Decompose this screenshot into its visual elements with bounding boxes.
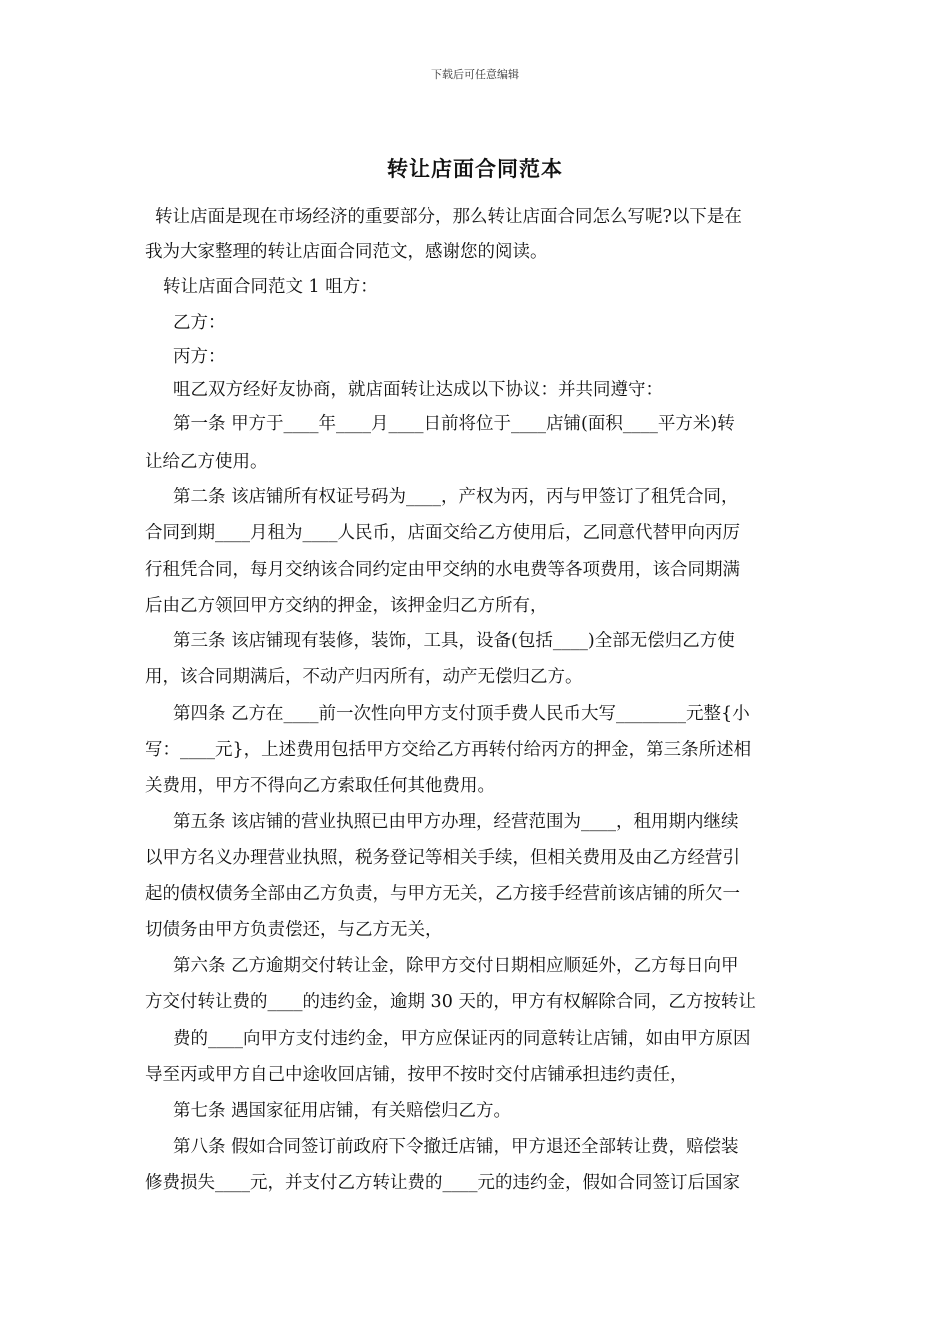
paragraph-line: 第一条 甲方于____年____月____日前将位于____店铺(面积____平方米)转 (173, 414, 735, 434)
paragraph-line: 我为大家整理的转让店面合同范文，感谢您的阅读。 (145, 242, 548, 262)
paragraph-line: 第二条 该店铺所有权证号码为____，产权为丙，丙与甲签订了租凭合同， (173, 487, 739, 507)
paragraph-line: 修费损失____元，并支付乙方转让费的____元的违约金，假如合同签订后国家 (145, 1173, 740, 1193)
paragraph-line: 乙方： (173, 313, 226, 333)
paragraph-line: 行租凭合同，每月交纳该合同约定由甲交纳的水电费等各项费用，该合同期满 (145, 560, 740, 580)
paragraph-line: 丙方： (173, 347, 226, 367)
paragraph-line: 转让店面合同范文 1 咀方： (163, 277, 378, 297)
paragraph-line: 咀乙双方经好友协商，就店面转让达成以下协议：并共同遵守： (173, 380, 663, 400)
paragraph-line: 方交付转让费的____的违约金，逾期 30 天的，甲方有权解除合同，乙方按转让 (145, 992, 756, 1012)
paragraph-line: 起的债权债务全部由乙方负责，与甲方无关，乙方接手经营前该店铺的所欠一 (145, 884, 740, 904)
paragraph-line: 写：____元}，上述费用包括甲方交给乙方再转付给丙方的押金，第三条所述相 (145, 740, 752, 760)
paragraph-line: 第六条 乙方逾期交付转让金，除甲方交付日期相应顺延外，乙方每日向甲 (173, 956, 739, 976)
paragraph-line: 切债务由甲方负责偿还，与乙方无关， (145, 920, 443, 940)
paragraph-line: 导至丙或甲方自己中途收回店铺，按甲不按时交付店铺承担违约责任， (145, 1065, 688, 1085)
paragraph-line: 第五条 该店铺的营业执照已由甲方办理，经营范围为____，租用期内继续 (173, 812, 739, 832)
paragraph-line: 第八条 假如合同签订前政府下令撤迁店铺，甲方退还全部转让费，赔偿装 (173, 1137, 739, 1157)
document-title: 转让店面合同范本 (387, 157, 563, 181)
paragraph-line: 后由乙方领回甲方交纳的押金，该押金归乙方所有， (145, 596, 548, 616)
paragraph-line: 第三条 该店铺现有装修，装饰，工具，设备(包括____)全部无偿归乙方使 (173, 631, 735, 651)
paragraph-line: 以甲方名义办理营业执照，税务登记等相关手续，但相关费用及由乙方经营引 (145, 848, 740, 868)
paragraph-line: 用，该合同期满后，不动产归丙所有，动产无偿归乙方。 (145, 667, 583, 687)
paragraph-line: 合同到期____月租为____人民币，店面交给乙方使用后，乙同意代替甲向丙厉 (145, 523, 740, 543)
paragraph-line: 转让店面是现在市场经济的重要部分，那么转让店面合同怎么写呢?以下是在 (155, 207, 742, 227)
paragraph-line: 第七条 遇国家征用店铺，有关赔偿归乙方。 (173, 1101, 512, 1121)
paragraph-line: 第四条 乙方在____前一次性向甲方支付顶手费人民币大写________元整{小 (173, 704, 750, 724)
paragraph-line: 费的____向甲方支付违约金，甲方应保证丙的同意转让店铺，如由甲方原因 (173, 1029, 751, 1049)
page-header-note: 下载后可任意编辑 (431, 68, 519, 81)
paragraph-line: 让给乙方使用。 (145, 452, 268, 472)
paragraph-line: 关费用，甲方不得向乙方索取任何其他费用。 (145, 776, 495, 796)
